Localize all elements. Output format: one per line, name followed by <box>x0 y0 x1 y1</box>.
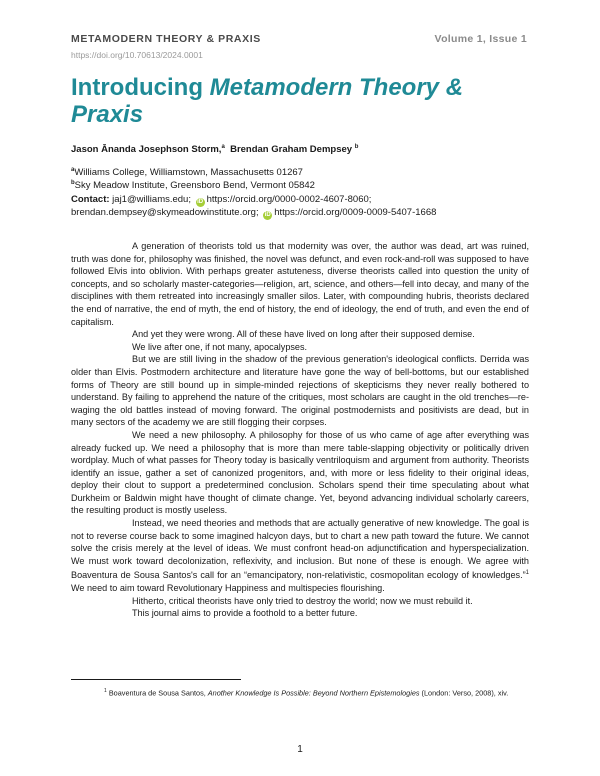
title-italic: Metamodern Theory & Praxis <box>71 74 464 128</box>
footnote-title: Another Knowledge Is Possible: Beyond Northern Epistemologies <box>207 688 420 698</box>
contact-line <box>71 207 436 220</box>
body-paragraph-tail: We need to aim toward Revolutionary Happiness and multispecies flourishing. <box>71 583 385 594</box>
body-paragraph <box>71 517 529 595</box>
author-affiliation-mark: a <box>221 144 225 150</box>
author-list <box>71 144 358 155</box>
footnote-reference[interactable]: 1 <box>525 570 529 577</box>
affiliation-text: Williams College, Williamstown, Massachusetts 01267 <box>74 167 303 179</box>
doi-link[interactable]: https://doi.org/10.70613/2024.0001 <box>71 50 203 60</box>
orcid-icon: iD <box>264 212 271 218</box>
contact-label: Contact: <box>71 194 110 205</box>
footnote-lead: Boaventura de Sousa Santos, <box>108 688 208 698</box>
affiliation-mark: b <box>71 180 75 186</box>
article-title <box>71 74 541 128</box>
body-paragraph: We live after one, if not many, apocalypses. <box>132 341 308 352</box>
footnote-mark: 1 <box>104 688 107 694</box>
orcid-link[interactable]: https://orcid.org/0000-0002-4607-8060; <box>206 194 372 205</box>
journal-name: METAMODERN THEORY & PRAXIS <box>71 33 261 45</box>
body-paragraph-text: Instead, we need theories and methods that are actually generative of new knowledge. The goal is not to reverse course back to some imagined halcyon days, but to chart a new path toward the future. We cannot solve the crisis merely at the level of ideas. We must confront head-on adjunctification and hyperspecialization. We must work toward decolonization, reflexivity, and inclusion. But none of these is enough. We agree with Boaventura de Sousa Santos's call for an “emancipatory, non-relativistic, cosmopolitan ecology of knowledges.” <box>71 518 529 581</box>
affiliation-line <box>71 180 315 191</box>
email-link[interactable]: jaj1@williams.edu; <box>112 194 191 205</box>
body-paragraph: And yet they were wrong. All of these have lived on long after their supposed demise. <box>132 329 475 340</box>
body-paragraph: A generation of theorists told us that modernity was over, the author was dead, art was ruined, truth was done for, philosophy was finished, the novel was defunct, and even rock-and-roll was supposed to have followed Elvis into oblivion. With perhaps greater astuteness, diverse theorists called into question the unity of concepts, and so scholarly master-categories—religion, art, science, and others—fell into decay, and many of the disciplines with them retreated into increasingly smaller silos. Later, with compounding hubris, theorists declared the end of narrative, the end of myth, the end of history, the end of ideology, the end of truth, and even the end of capitalism. <box>71 241 529 327</box>
orcid-icon: iD <box>197 199 204 205</box>
affiliation-line <box>71 167 303 178</box>
contact-line <box>71 194 371 207</box>
affiliation-mark: a <box>71 167 75 173</box>
footnote-divider <box>71 679 241 680</box>
article-body <box>71 240 529 620</box>
body-paragraph: We need a new philosophy. A philosophy for those of us who came of age after everything was already fucked up. We need a philosophy that is more than mere table-slapping objectivity or politically driven wordplay. Much of what passes for Theory today is basically ventriloquism and argument from authority. Theorists identify an issue, gather a set of canonized progenitors, and, with more or less fidelity to their original ideas, deploy their clout to support a predetermined conclusion. Scholars spend their time speculating about what Durkheim or Baldwin might have thought of climate change. Yet, beyond advancing individual scholarly careers, the resulting product is mostly useless. <box>71 429 529 516</box>
body-paragraph: Hitherto, critical theorists have only tried to destroy the world; now we must rebuild it. <box>132 595 473 606</box>
orcid-link[interactable]: https://orcid.org/0009-0009-5407-1668 <box>274 207 437 218</box>
page-number: 1 <box>297 744 303 755</box>
title-plain: Introducing <box>71 74 210 101</box>
volume-issue: Volume 1, Issue 1 <box>434 33 527 45</box>
body-paragraph: But we are still living in the shadow of the previous generation's ideological conflicts. Derrida was older than Elvis. Postmodern architecture and literature have gone the way of bell-bottoms, but our established forms of Theory are still bound up in simple-minded rejections of skepticisms they never really bothered to understand. By failing to apprehend the nature of the critiques, most scholars are caught in the old trenches—re-waging the old battles instead of moving forward. The original postmodernists and positivists are dead, but in many sectors of the academy we are still flogging their corpses. <box>71 354 529 428</box>
author-name: Jason Ānanda Josephson Storm, <box>71 144 222 156</box>
author-name: Brendan Graham Dempsey <box>230 144 353 156</box>
body-paragraph: This journal aims to provide a foothold to a better future. <box>132 608 358 619</box>
footnote <box>71 685 529 699</box>
author-affiliation-mark: b <box>354 144 359 150</box>
affiliation-text: Sky Meadow Institute, Greensboro Bend, Vermont 05842 <box>74 180 315 192</box>
email-link[interactable]: brendan.dempsey@skymeadowinstitute.org; <box>71 207 259 218</box>
footnote-tail: (London: Verso, 2008), xiv. <box>419 688 509 698</box>
